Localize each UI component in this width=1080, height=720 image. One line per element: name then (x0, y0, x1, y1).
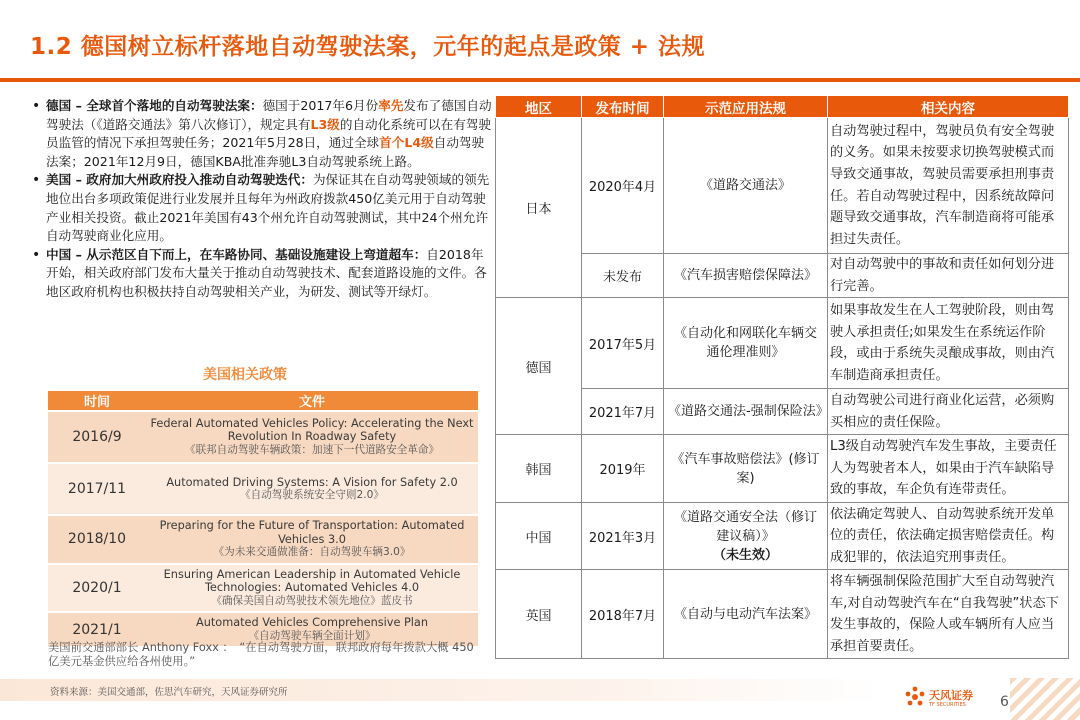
bullet-text: 自2018年开始，相关政府部门发布大量关于推动自动驾驶技术、配套道路设施的文件。各地区政府机构也积极扶持自动驾驶相关产业，为研发、测试等开绿灯。 (46, 246, 487, 299)
date-cell: 2018年7月 (582, 570, 664, 659)
highlight: L3级 (310, 116, 340, 132)
corner-stripes (1010, 678, 1080, 720)
header-date: 发布时间 (582, 96, 664, 118)
us-policy-title: 美国相关政策 (203, 367, 287, 383)
us-doc-en: Federal Automated Vehicles Policy: Accelerating the Next Revolution In Roadway Safety (150, 416, 474, 444)
us-year: 2020/1 (48, 564, 146, 613)
logo-subtext: TF SECURITIES (929, 702, 966, 708)
header-region: 地区 (496, 96, 582, 118)
us-header-time: 时间 (48, 391, 146, 411)
table-row (496, 254, 1069, 298)
table-row (496, 503, 1069, 570)
title-divider (0, 78, 1080, 82)
logo-text: 天风证券 (929, 689, 973, 702)
table-row (48, 463, 478, 515)
date-cell: 2021年3月 (582, 503, 664, 570)
content-cell: 对自动驾驶中的事故和责任如何划分进行完善。 (828, 254, 1069, 298)
region-cell: 日本 (496, 118, 582, 298)
bullet-germany (30, 97, 492, 171)
region-cell: 英国 (496, 570, 582, 659)
table-row (48, 411, 478, 463)
us-doc-cn: 《确保美国自动驾驶技术领先地位》蓝皮书 (211, 594, 413, 607)
region-cell: 德国 (496, 298, 582, 435)
content-cell: 自动驾驶公司进行商业化运营，必须购买相应的责任保险。 (828, 389, 1069, 435)
content-cell: L3级自动驾驶汽车发生事故，主要责任人为驾驶者本人，如果由于汽车缺陷导致的事故，车企负有连带责任。 (828, 435, 1069, 503)
us-doc-cn: 《联邦自动驾驶车辆政策：加速下一代道路安全革命》 (184, 443, 440, 456)
bullet-lead: 美国 – 政府加大州政府投入推动自动驾驶迭代： (46, 172, 313, 188)
bullet-lead: 德国 – 全球首个落地的自动驾驶法案： (46, 98, 263, 113)
highlight: 率先 (378, 98, 404, 113)
us-year: 2017/11 (48, 463, 146, 515)
date-cell: 2017年5月 (582, 298, 664, 389)
law-text: 《道路交通安全法（修订建议稿）》 (673, 509, 817, 544)
page-number: 6 (1000, 694, 1009, 710)
us-doc-cn: 《为未来交通做准备：自动驾驶车辆3.0》 (213, 546, 411, 558)
content-cell: 自动驾驶过程中，驾驶员负有安全驾驶的义务。如果未按要求切换驾驶模式而导致交通事故，驾驶员需要承担刑事责任。若自动驾驶过程中，因系统故障问题导致交通事故，汽车制造商将可能承担过失责任。 (828, 118, 1069, 254)
table-row (496, 570, 1069, 659)
region-cell: 韩国 (496, 435, 582, 503)
us-policy-table (48, 391, 478, 648)
law-cell: 《自动与电动汽车法案》 (664, 570, 828, 659)
quote-text: 美国前交通部部长 Anthony Foxx ： “在自动驾驶方面，联邦政府每年拨款大概 450 亿美元基金供应给各州使用。” (48, 641, 474, 668)
table-row (496, 389, 1069, 435)
law-cell: 《道路交通法》 (664, 118, 828, 254)
tf-logo-icon (904, 686, 926, 708)
us-doc-en: Automated Vehicles Comprehensive Plan (195, 616, 429, 629)
bullet-dot-icon: • (32, 172, 41, 189)
us-header-doc: 文件 (146, 391, 478, 411)
bullet-text: 德国于2017年6月份 (262, 98, 379, 113)
table-row (496, 435, 1069, 503)
us-doc-en: Automated Driving Systems: A Vision for Safety 2.0 (166, 475, 458, 489)
us-doc (146, 463, 478, 515)
us-year: 2021/1 (48, 612, 146, 647)
content-cell: 如果事故发生在人工驾驶阶段，则由驾驶人承担责任;如果发生在系统运作阶段，或由于系统失灵酿成事故，则由汽车制造商承担责任。 (828, 298, 1069, 389)
us-doc (146, 564, 478, 613)
table-row (48, 564, 478, 613)
law-cell: 《汽车事故赔偿法》(修订案) (664, 435, 828, 503)
table-row (496, 298, 1069, 389)
us-doc (146, 411, 478, 463)
date-cell: 2020年4月 (582, 118, 664, 254)
logo (904, 684, 974, 714)
bullet-list (30, 97, 492, 302)
law-cell (664, 503, 828, 570)
table-row (496, 118, 1069, 254)
us-doc-en: Ensuring American Leadership in Automated Vehicle Technologies: Automated Vehicles 4.0 (163, 567, 461, 594)
us-year: 2018/10 (48, 515, 146, 564)
us-year: 2016/9 (48, 411, 146, 463)
bullet-china (30, 246, 492, 302)
source-text: 资料来源：美国交通部，佐思汽车研究，天风证券研究所 (50, 687, 288, 698)
highlight: 首个L4级 (379, 135, 434, 151)
content-cell: 依法确定驾驶人、自动驾驶系统开发单位的责任，依法确定损害赔偿责任。构成犯罪的，依法追究刑事责任。 (828, 503, 1069, 570)
law-cell: 《自动化和网联化车辆交通伦理准则》 (664, 298, 828, 389)
bullet-text: 的自动化系统可以在有驾驶员监管的情况下承担驾驶任务；2021年5月28日，通过全球 (46, 116, 491, 151)
regulation-header-row (496, 96, 1069, 118)
us-doc-cn: 《自动驾驶系统安全守则2.0》 (240, 489, 384, 501)
page-title: 1.2 德国树立标杆落地自动驾驶法案，元年的起点是政策 + 法规 (30, 34, 706, 60)
region-cell: 中国 (496, 503, 582, 570)
bullet-usa (30, 171, 492, 245)
source-bar (0, 679, 880, 701)
bullet-text: 发布了德国自动驾驶法（《道路交通法》第八次修订），规定具有 (46, 98, 492, 132)
date-cell: 未发布 (582, 254, 664, 298)
bullet-lead: 中国 – 从示范区自下而上，在车路协同、基础设施建设上弯道超车： (46, 246, 427, 262)
content-cell: 将车辆强制保险范围扩大至自动驾驶汽车,对自动驾驶汽车在“自我驾驶”状态下发生事故的，保险人或车辆所有人应当承担首要责任。 (828, 570, 1069, 659)
date-cell: 2019年 (582, 435, 664, 503)
law-cell: 《道路交通法-强制保险法》 (664, 389, 828, 435)
law-note: （未生效） (712, 547, 778, 563)
us-policy-header-row (48, 391, 478, 411)
us-doc-en: Preparing for the Future of Transportation: Automated Vehicles 3.0 (159, 519, 465, 546)
bullet-dot-icon: • (32, 246, 41, 263)
table-row (48, 515, 478, 564)
bullet-text: 为保证其在自动驾驶领域的领先地位出台多项政策促进行业发展并且每年为州政府拨款450亿美元用于自动驾驶产业相关投资。截止2021年美国有43个州允许自动驾驶测试，其中24个州允许自动驾驶商业化应用。 (46, 172, 490, 244)
bullet-dot-icon: • (32, 98, 41, 114)
us-doc (146, 515, 478, 564)
bullet-text: 自动驾驶法案；2021年12月9日，德国KBA批准奔驰L3自动驾驶系统上路。 (46, 135, 485, 169)
header-content: 相关内容 (828, 96, 1069, 118)
header-law: 示范应用法规 (664, 96, 828, 118)
law-cell: 《汽车损害赔偿保障法》 (664, 254, 828, 298)
date-cell: 2021年7月 (582, 389, 664, 435)
us-doc-cn: 《自动驾驶车辆全面计划》 (248, 629, 376, 642)
regulation-table (495, 95, 1069, 659)
